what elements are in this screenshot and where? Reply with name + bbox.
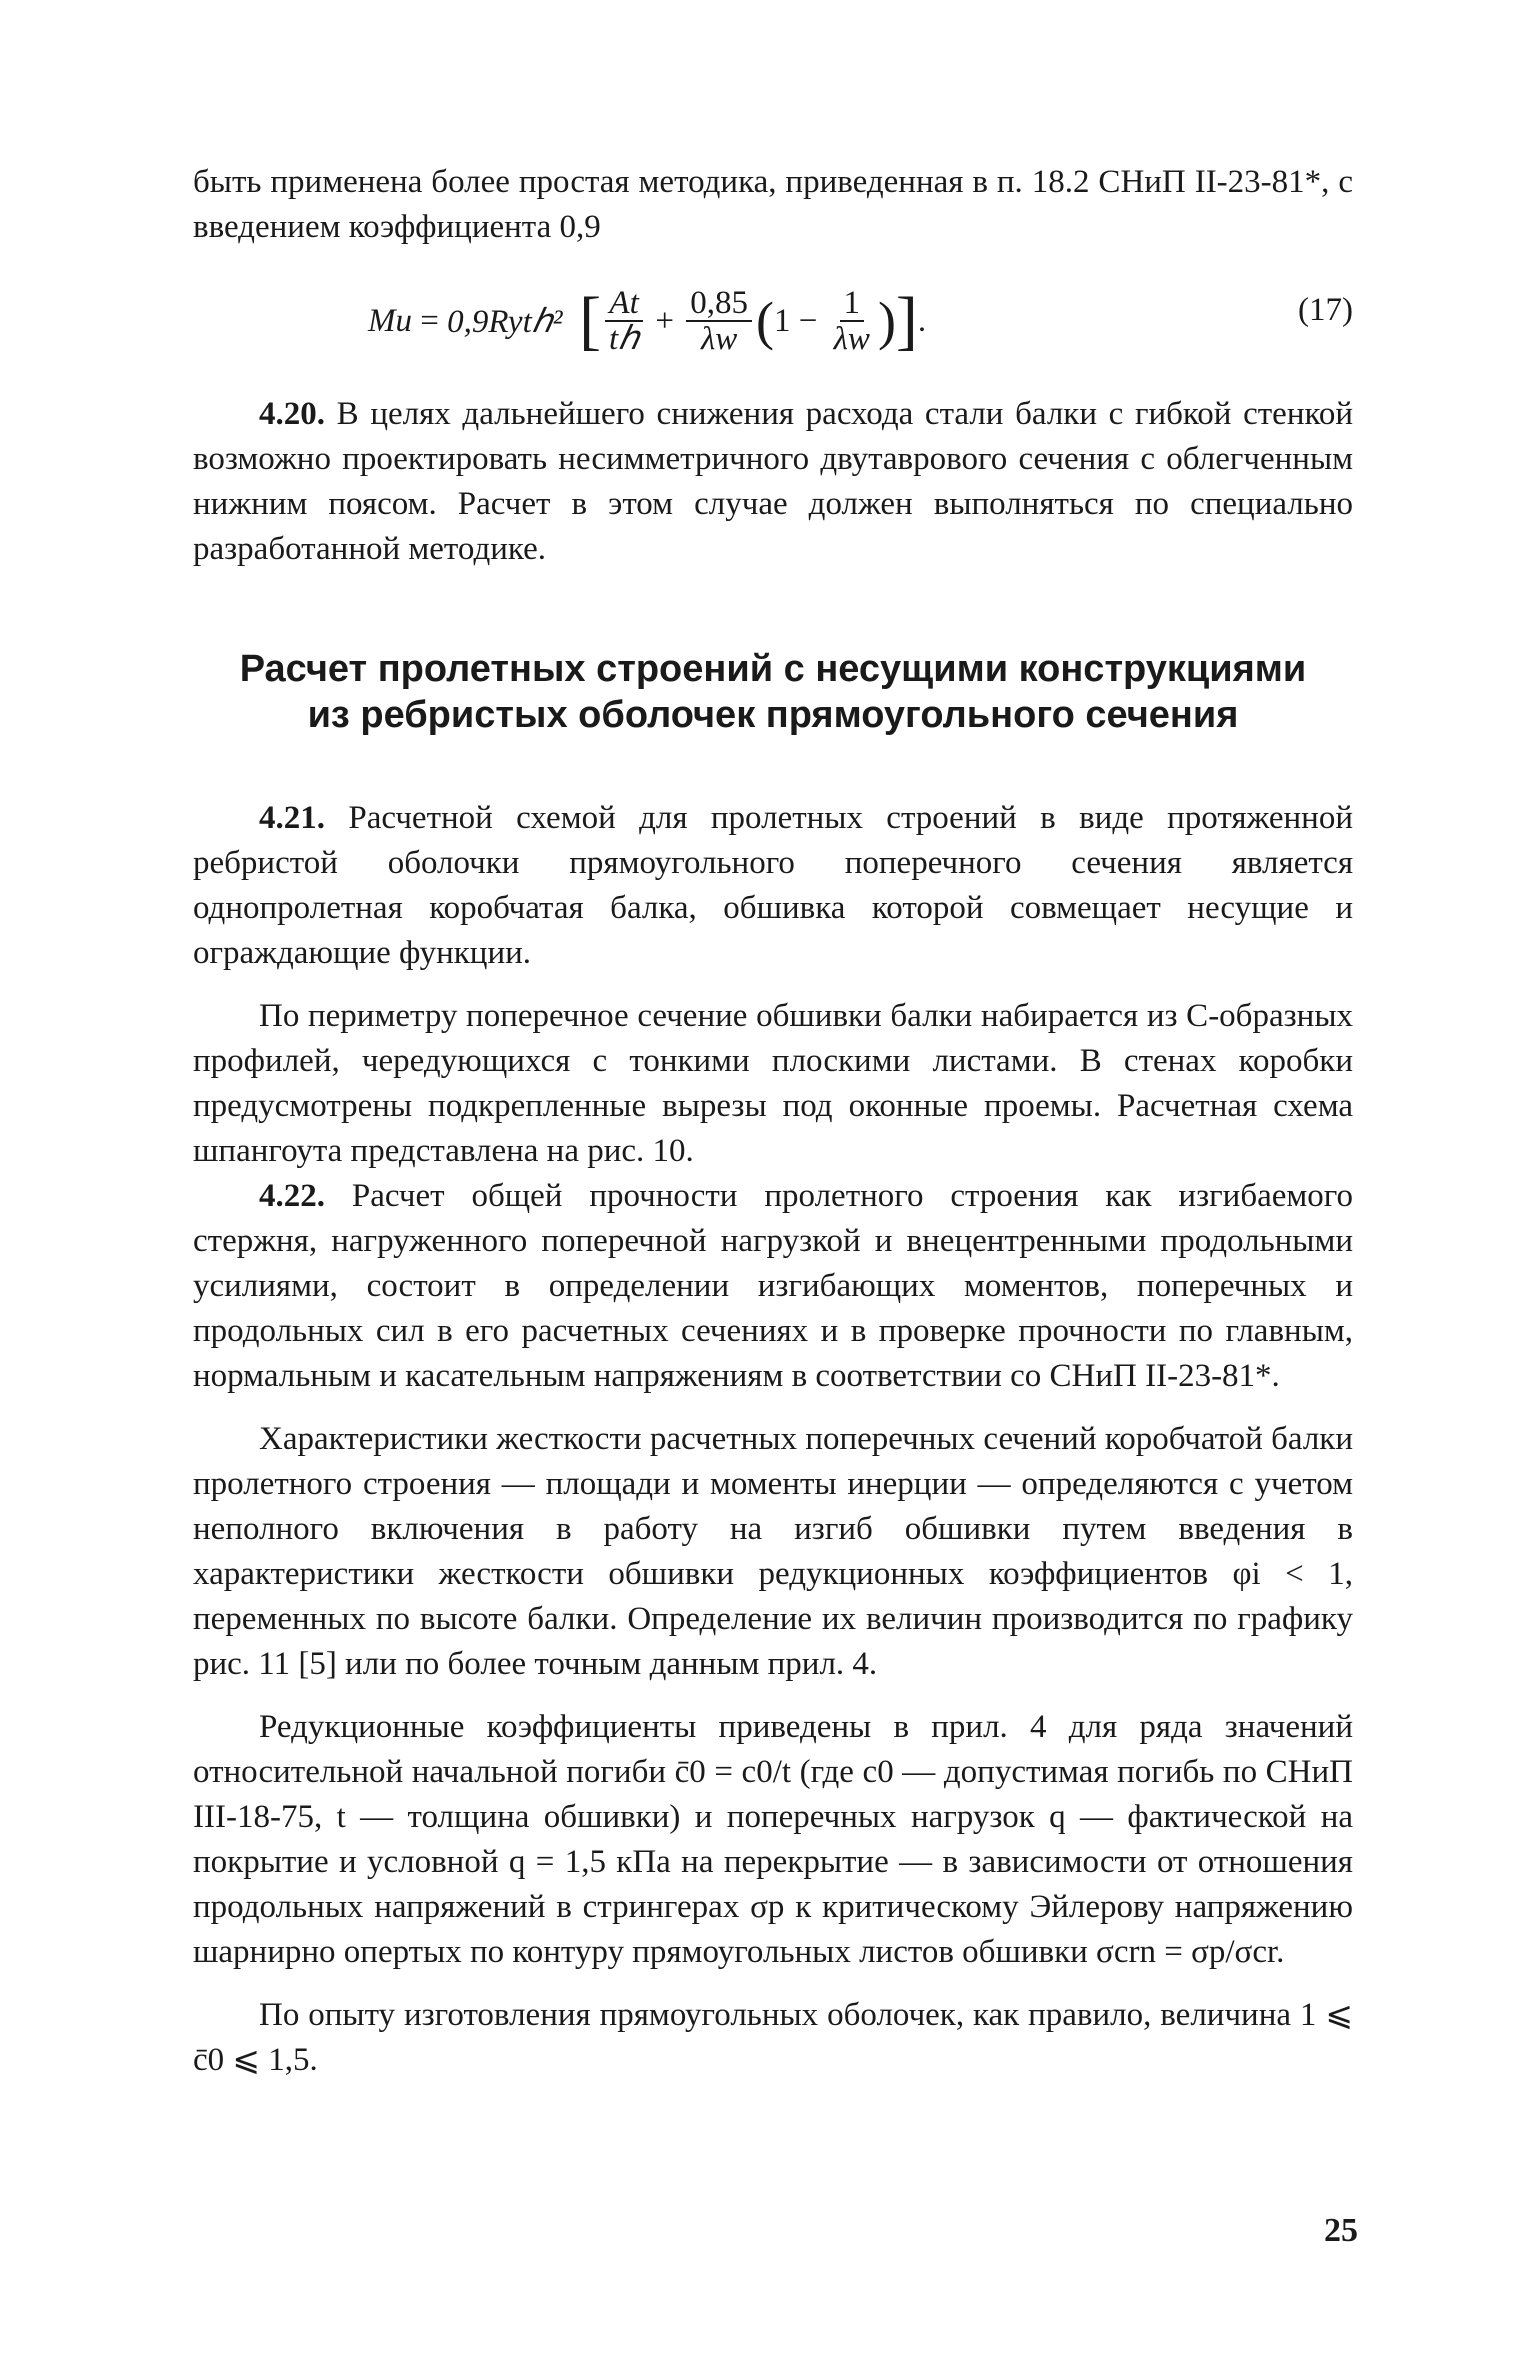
frac-2-denominator: λw [700, 321, 738, 357]
paragraph-4-21 [193, 796, 1353, 976]
paragraph-stiffness: Характеристики жесткости расчетных поперечных сечений коробчатой балки пролетного строения — площади и моменты инерции — определяются с учетом неполного включения в работу на изгиб обшивки путем введения в характеристики жесткости обшивки редукционных коэффициентов φi < 1, переменных по высоте балки. Определение их величин производится по графику рис. 11 [5] или по более точным данным прил. 4. [193, 1421, 1353, 1682]
formula-lhs: Mu [368, 302, 412, 339]
clause-number-4-20: 4.20. [259, 396, 325, 432]
paragraph-4-22-text: Расчет общей прочности пролетного строения как изгибаемого стержня, нагруженного поперечной нагрузкой и внецентренными продольными усилиями, состоит в определении изгибающих моментов, поперечных и продольных сил в его расчетных сечениях и в проверке прочности по главным, нормальным и касательным напряжениям в соответствии со СНиП II-23-81*. [193, 1178, 1353, 1394]
section-heading-line-1: Расчет пролетных строений с несущими конструкциями [239, 648, 1307, 690]
frac-2-numerator: 0,85 [686, 286, 752, 322]
section-heading [193, 646, 1353, 738]
frac-1-numerator: At [605, 286, 642, 322]
paragraph-4-21-text: Расчетной схемой для пролетных строений в виде протяженной ребристой оболочки прямоугольного поперечного сечения является однопролетная коробчатая балка, обшивка которой совмещает несущие и ограждающие функции. [193, 800, 1353, 971]
frac-3-numerator: 1 [840, 286, 865, 322]
formula-17 [193, 256, 1353, 374]
formula-coef: 0,9Rytℎ² [447, 304, 563, 340]
clause-number-4-21: 4.21. [259, 800, 325, 836]
paragraph-4-22 [193, 1174, 1353, 1399]
paragraph-perimeter: По периметру поперечное сечение обшивки балки набирается из С-образных профилей, чередующихся с тонкими плоскими листами. В стенах коробки предусмотрены подкрепленные вырезы под оконные проемы. Расчетная схема шпангоута представлена на рис. 10. [193, 998, 1353, 1169]
page-number: 25 [1324, 2212, 1358, 2249]
intro-text: быть применена более простая методика, приведенная в п. 18.2 СНиП II-23-81*, с введением коэффициента 0,9 [193, 164, 1353, 245]
formula-frac-1 [605, 286, 643, 356]
section-heading-line-2: из ребристых оболочек прямоугольного сечения [307, 694, 1239, 736]
formula-expression: Mu = 0,9Rytℎ² [ $\frac{At}{\text{tℎ}}$ + $\frac{0,85}{\lambda w}$ ( 1 − $\frac{1}{\lambda w}$ ) ] . [368, 284, 927, 357]
frac-3-denominator: λw [833, 321, 870, 357]
equation-number: (17) [1298, 292, 1353, 328]
formula-frac-3 [830, 286, 874, 356]
formula-frac-2 [686, 286, 752, 356]
clause-number-4-22: 4.22. [259, 1178, 325, 1214]
paragraph-4-20 [193, 392, 1353, 572]
paragraph-4-20-text: В целях дальнейшего снижения расхода стали балки с гибкой стенкой возможно проектировать несимметричного двутаврового сечения с облегченным нижним поясом. Расчет в этом случае должен выполняться по специально разработанной методике. [193, 396, 1353, 567]
page-body [193, 160, 1353, 2083]
paragraph-reduction: Редукционные коэффициенты приведены в прил. 4 для ряда значений относительной начальной погиби c̄0 = c0/t (где c0 — допустимая погибь по СНиП III-18-75, t — толщина обшивки) и поперечных нагрузок q — фактической на покрытие и условной q = 1,5 кПа на перекрытие — в зависимости от отношения продольных напряжений в стрингерах σp к критическому Эйлерову напряжению шарнирно опертых по контуру прямоугольных листов обшивки σcrn = σp/σcr. [193, 1709, 1353, 1970]
frac-1-denominator: tℎ [609, 321, 640, 357]
paragraph-experience: По опыту изготовления прямоугольных оболочек, как правило, величина 1 ⩽ c̄0 ⩽ 1,5. [193, 1997, 1353, 2078]
